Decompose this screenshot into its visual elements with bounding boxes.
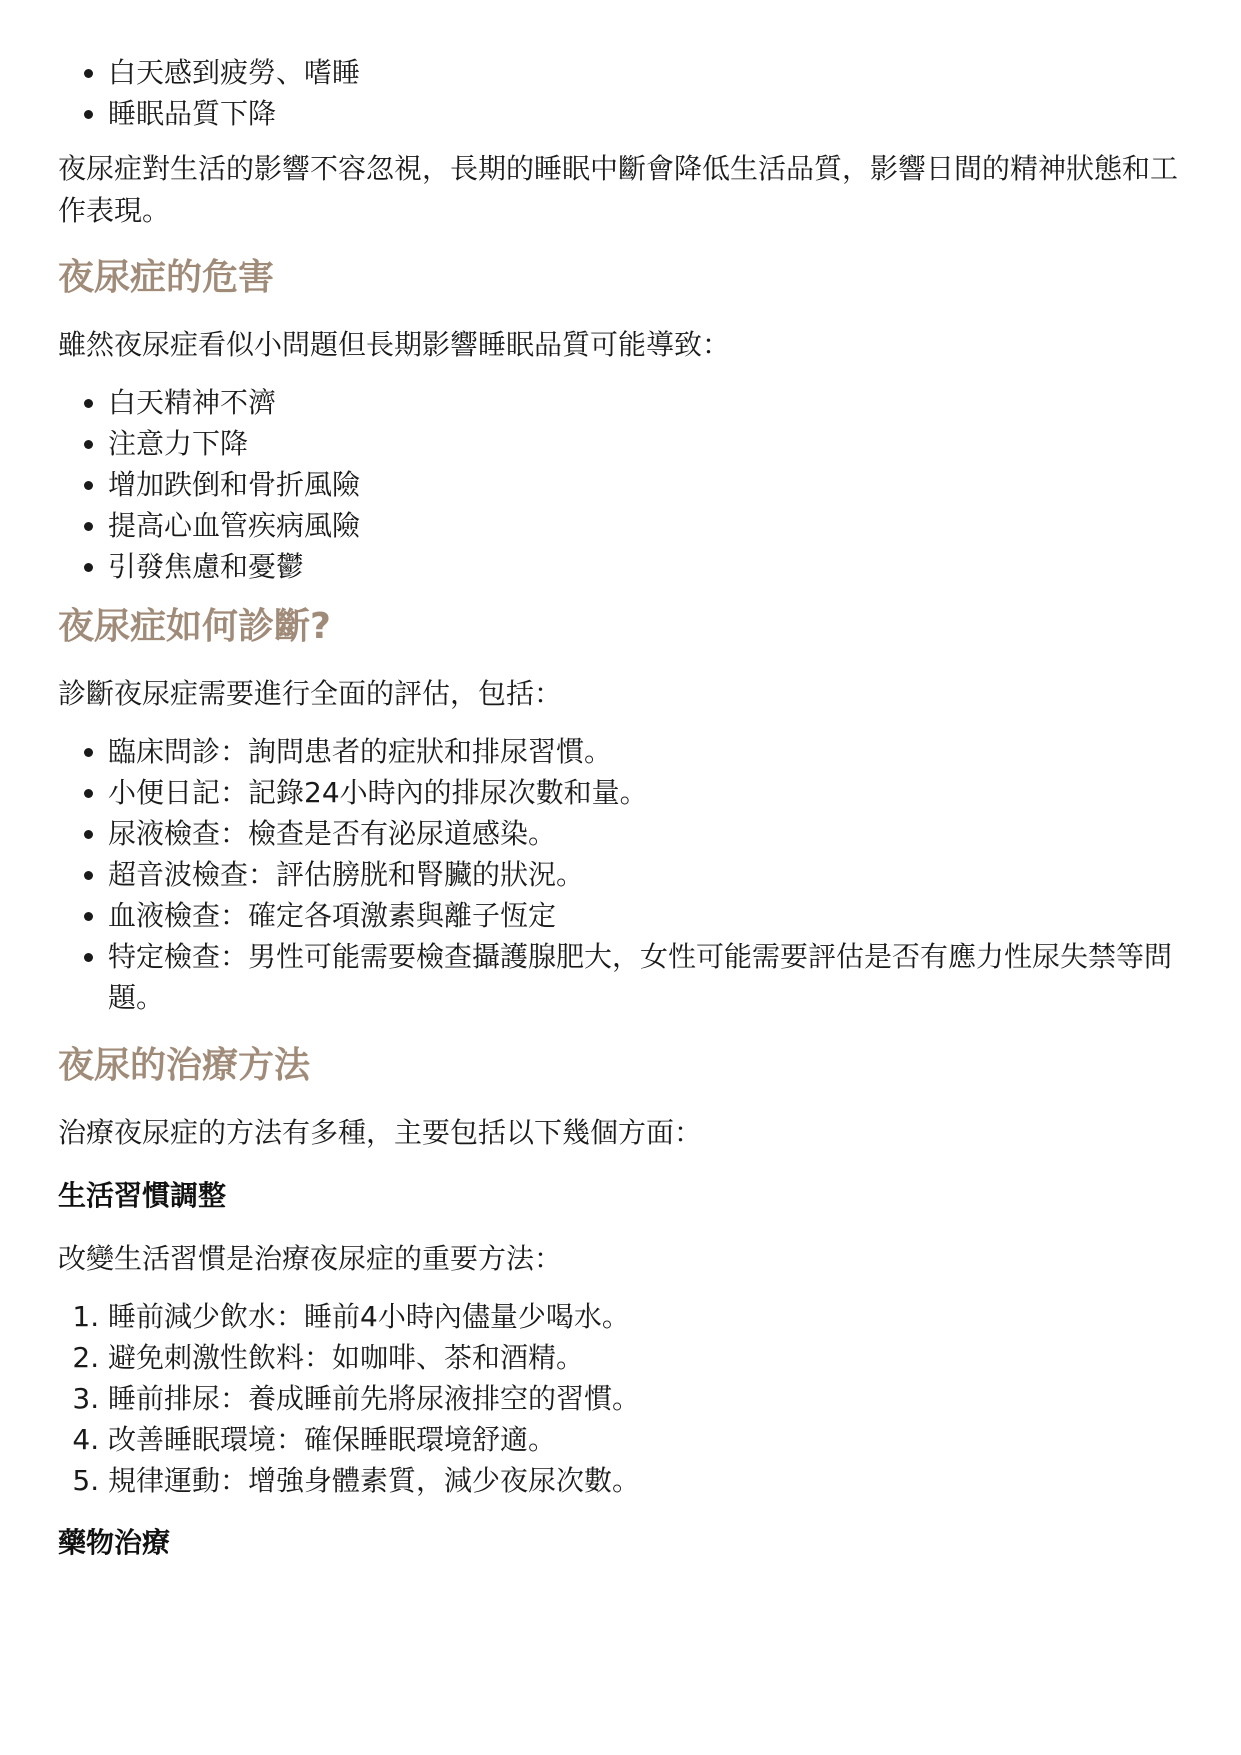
list-item: • 注意力下降 — [108, 423, 1178, 464]
list-item: 4. 改善睡眠環境：確保睡眠環境舒適。 — [108, 1419, 1178, 1460]
list-item: • 特定檢查：男性可能需要檢查攝護腺肥大，女性可能需要評估是否有應力性尿失禁等問題。 — [108, 936, 1178, 1018]
medication-heading: 藥物治療 — [58, 1526, 171, 1559]
list-item: • 引發焦慮和憂鬱 — [108, 546, 1178, 587]
intro-symptom-list — [58, 52, 1178, 134]
lifestyle-intro: 改變生活習慣是治療夜尿症的重要方法： — [58, 1242, 563, 1275]
diagnosis-intro: 診斷夜尿症需要進行全面的評估，包括： — [58, 677, 563, 710]
harm-heading: 夜尿症的危害 — [58, 257, 275, 298]
treatment-intro: 治療夜尿症的方法有多種，主要包括以下幾個方面： — [58, 1116, 703, 1149]
harm-list — [58, 382, 1178, 587]
list-item: 2. 避免刺激性飲料：如咖啡、茶和酒精。 — [108, 1337, 1178, 1378]
impact-paragraph: 夜尿症對生活的影響不容忽視，長期的睡眠中斷會降低生活品質，影響日間的精神狀態和工作表現。 — [58, 152, 1179, 227]
list-item: • 超音波檢查：評估膀胱和腎臟的狀況。 — [108, 854, 1178, 895]
list-item: • 血液檢查：確定各項激素與離子恆定 — [108, 895, 1178, 936]
diagnosis-heading: 夜尿症如何診斷? — [58, 606, 331, 647]
list-item: • 尿液檢查：檢查是否有泌尿道感染。 — [108, 813, 1178, 854]
list-item: • 臨床問診：詢問患者的症狀和排尿習慣。 — [108, 731, 1178, 772]
list-item: • 提高心血管疾病風險 — [108, 505, 1178, 546]
list-item: • 白天感到疲勞、嗜睡 — [108, 52, 1178, 93]
treatment-heading: 夜尿的治療方法 — [58, 1045, 311, 1086]
lifestyle-heading: 生活習慣調整 — [58, 1179, 227, 1212]
diagnosis-list — [58, 731, 1178, 1018]
list-item: • 小便日記：記錄24小時內的排尿次數和量。 — [108, 772, 1178, 813]
harm-intro: 雖然夜尿症看似小問題但長期影響睡眠品質可能導致： — [58, 328, 731, 361]
lifestyle-list — [58, 1296, 1178, 1501]
list-item: • 白天精神不濟 — [108, 382, 1178, 423]
list-item: 5. 規律運動：增強身體素質，減少夜尿次數。 — [108, 1460, 1178, 1501]
list-item: 1. 睡前減少飲水：睡前4小時內儘量少喝水。 — [108, 1296, 1178, 1337]
list-item: 3. 睡前排尿：養成睡前先將尿液排空的習慣。 — [108, 1378, 1178, 1419]
list-item: • 睡眠品質下降 — [108, 93, 1178, 134]
list-item: • 增加跌倒和骨折風險 — [108, 464, 1178, 505]
document-page — [58, 52, 1178, 1563]
